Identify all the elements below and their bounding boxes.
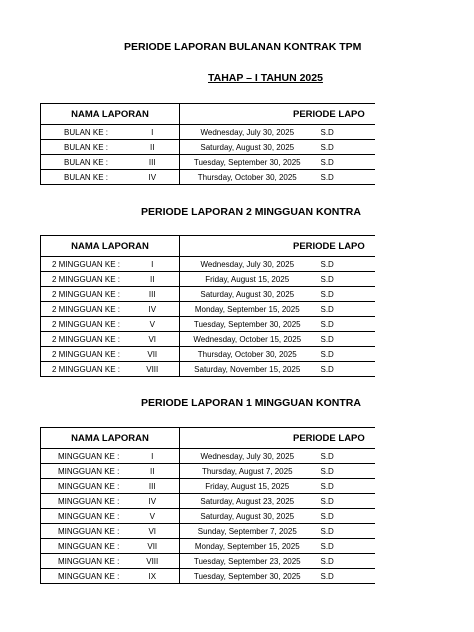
row-number: I <box>126 257 180 272</box>
table-row <box>41 272 375 287</box>
row-number: VIII <box>126 554 180 569</box>
table-row <box>41 524 375 539</box>
row-sd: S.D <box>315 155 375 170</box>
weekly-report-title: PERIODE LAPORAN 1 MINGGUAN KONTRA <box>141 397 361 409</box>
table-row <box>41 569 375 584</box>
table-row <box>41 287 375 302</box>
table-row <box>41 449 375 464</box>
row-sd: S.D <box>315 125 375 140</box>
weekly-report-table <box>40 427 375 584</box>
row-date: Monday, September 15, 2025 <box>180 302 315 317</box>
table-row <box>41 140 375 155</box>
row-label: BULAN KE : <box>41 170 126 185</box>
table-row <box>41 317 375 332</box>
row-sd: S.D <box>315 347 375 362</box>
row-label: 2 MINGGUAN KE : <box>41 332 126 347</box>
column-header-name: NAMA LAPORAN <box>41 104 180 125</box>
row-label: MINGGUAN KE : <box>41 539 126 554</box>
row-date: Saturday, August 30, 2025 <box>180 287 315 302</box>
row-label: MINGGUAN KE : <box>41 524 126 539</box>
row-number: IX <box>126 569 180 584</box>
row-date: Tuesday, September 30, 2025 <box>180 317 315 332</box>
row-label: MINGGUAN KE : <box>41 509 126 524</box>
row-sd: S.D <box>315 257 375 272</box>
row-number: III <box>126 287 180 302</box>
row-date: Friday, August 15, 2025 <box>180 272 315 287</box>
row-label: BULAN KE : <box>41 125 126 140</box>
row-date: Tuesday, September 23, 2025 <box>180 554 315 569</box>
row-sd: S.D <box>315 317 375 332</box>
row-sd: S.D <box>315 539 375 554</box>
row-sd: S.D <box>315 332 375 347</box>
row-label: 2 MINGGUAN KE : <box>41 272 126 287</box>
table-row <box>41 302 375 317</box>
row-label: 2 MINGGUAN KE : <box>41 317 126 332</box>
row-sd: S.D <box>315 302 375 317</box>
row-label: 2 MINGGUAN KE : <box>41 302 126 317</box>
row-number: VI <box>126 332 180 347</box>
table-row <box>41 332 375 347</box>
table-row <box>41 347 375 362</box>
biweekly-report-title: PERIODE LAPORAN 2 MINGGUAN KONTRA <box>141 206 361 218</box>
row-sd: S.D <box>315 569 375 584</box>
monthly-report-title: PERIODE LAPORAN BULANAN KONTRAK TPM <box>124 41 362 53</box>
row-label: 2 MINGGUAN KE : <box>41 257 126 272</box>
row-sd: S.D <box>315 524 375 539</box>
phase-title: TAHAP – I TAHUN 2025 <box>208 72 323 84</box>
column-header-period: PERIODE LAPO <box>180 104 375 125</box>
row-label: MINGGUAN KE : <box>41 554 126 569</box>
row-number: V <box>126 317 180 332</box>
row-number: I <box>126 449 180 464</box>
row-sd: S.D <box>315 449 375 464</box>
row-number: II <box>126 140 180 155</box>
table-row <box>41 494 375 509</box>
row-number: VII <box>126 539 180 554</box>
row-date: Wednesday, October 15, 2025 <box>180 332 315 347</box>
column-header-name: NAMA LAPORAN <box>41 236 180 257</box>
row-number: II <box>126 272 180 287</box>
row-sd: S.D <box>315 362 375 377</box>
row-date: Thursday, October 30, 2025 <box>180 170 315 185</box>
row-sd: S.D <box>315 494 375 509</box>
column-header-period: PERIODE LAPO <box>180 428 375 449</box>
row-date: Thursday, October 30, 2025 <box>180 347 315 362</box>
row-sd: S.D <box>315 272 375 287</box>
row-number: VI <box>126 524 180 539</box>
row-sd: S.D <box>315 287 375 302</box>
table-row <box>41 155 375 170</box>
table-row <box>41 125 375 140</box>
row-label: 2 MINGGUAN KE : <box>41 287 126 302</box>
row-sd: S.D <box>315 509 375 524</box>
row-date: Saturday, August 30, 2025 <box>180 140 315 155</box>
row-date: Sunday, September 7, 2025 <box>180 524 315 539</box>
table-row <box>41 362 375 377</box>
row-sd: S.D <box>315 140 375 155</box>
row-sd: S.D <box>315 554 375 569</box>
table-row <box>41 479 375 494</box>
row-date: Wednesday, July 30, 2025 <box>180 449 315 464</box>
column-header-name: NAMA LAPORAN <box>41 428 180 449</box>
table-row <box>41 170 375 185</box>
row-label: BULAN KE : <box>41 140 126 155</box>
column-header-period: PERIODE LAPO <box>180 236 375 257</box>
row-sd: S.D <box>315 170 375 185</box>
row-date: Wednesday, July 30, 2025 <box>180 257 315 272</box>
row-number: IV <box>126 302 180 317</box>
table-row <box>41 464 375 479</box>
row-date: Saturday, August 23, 2025 <box>180 494 315 509</box>
monthly-report-table <box>40 103 375 185</box>
table-row <box>41 554 375 569</box>
row-label: 2 MINGGUAN KE : <box>41 347 126 362</box>
row-label: MINGGUAN KE : <box>41 449 126 464</box>
table-row <box>41 257 375 272</box>
row-date: Monday, September 15, 2025 <box>180 539 315 554</box>
row-date: Tuesday, September 30, 2025 <box>180 569 315 584</box>
row-number: VII <box>126 347 180 362</box>
row-sd: S.D <box>315 464 375 479</box>
row-date: Thursday, August 7, 2025 <box>180 464 315 479</box>
row-date: Saturday, August 30, 2025 <box>180 509 315 524</box>
row-date: Saturday, November 15, 2025 <box>180 362 315 377</box>
row-number: V <box>126 509 180 524</box>
row-sd: S.D <box>315 479 375 494</box>
row-label: BULAN KE : <box>41 155 126 170</box>
table-row <box>41 539 375 554</box>
row-label: 2 MINGGUAN KE : <box>41 362 126 377</box>
row-number: III <box>126 479 180 494</box>
row-date: Tuesday, September 30, 2025 <box>180 155 315 170</box>
row-number: II <box>126 464 180 479</box>
row-number: VIII <box>126 362 180 377</box>
biweekly-report-table <box>40 235 375 377</box>
row-date: Wednesday, July 30, 2025 <box>180 125 315 140</box>
row-label: MINGGUAN KE : <box>41 479 126 494</box>
row-number: IV <box>126 494 180 509</box>
row-label: MINGGUAN KE : <box>41 464 126 479</box>
row-number: III <box>126 155 180 170</box>
row-label: MINGGUAN KE : <box>41 494 126 509</box>
row-label: MINGGUAN KE : <box>41 569 126 584</box>
table-row <box>41 509 375 524</box>
row-date: Friday, August 15, 2025 <box>180 479 315 494</box>
row-number: I <box>126 125 180 140</box>
row-number: IV <box>126 170 180 185</box>
